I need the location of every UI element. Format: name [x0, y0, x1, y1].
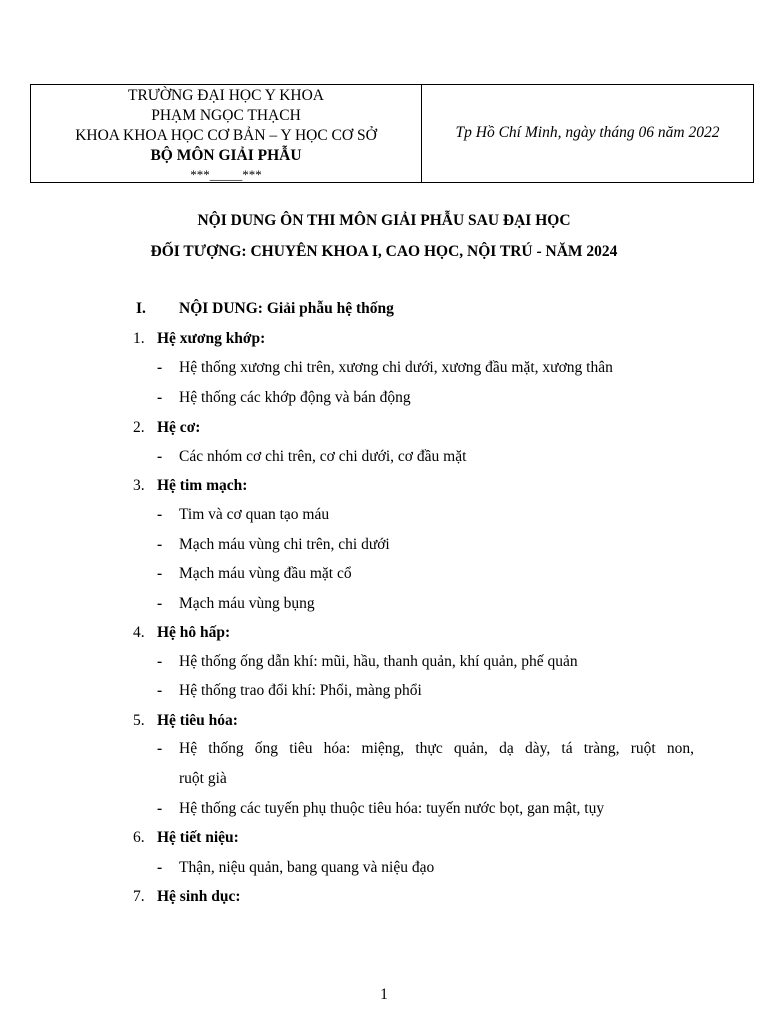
faculty-name: KHOA KHOA HỌC CƠ BẢN – Y HỌC CƠ SỞ [75, 127, 377, 144]
bullet-dash: - [157, 506, 163, 523]
bullet-dash: - [157, 653, 163, 670]
list-item-continuation: ruột già [179, 770, 227, 787]
system-number: 7. [133, 888, 145, 905]
institution-block [31, 85, 422, 182]
system-number: 1. [133, 330, 145, 347]
bullet-dash: - [157, 536, 163, 553]
bullet-dash: - [157, 448, 163, 465]
list-item: Hệ thống các tuyến phụ thuộc tiêu hóa: tuyến nước bọt, gan mật, tụy [179, 800, 605, 817]
system-number: 6. [133, 829, 145, 846]
list-item: Hệ thống trao đổi khí: Phổi, màng phổi [179, 682, 422, 699]
bullet-dash: - [157, 682, 163, 699]
department-name: BỘ MÔN GIẢI PHẪU [150, 147, 302, 164]
bullet-dash: - [157, 740, 163, 757]
system-heading: Hệ sinh dục: [157, 888, 241, 905]
bullet-dash: - [157, 565, 163, 582]
list-item: Tim và cơ quan tạo máu [179, 506, 330, 523]
section-title: NỘI DUNG: Giải phẫu hệ thống [179, 300, 394, 317]
school-name-line2: PHẠM NGỌC THẠCH [151, 107, 301, 124]
list-item: Hệ thống các khớp động và bán động [179, 389, 411, 406]
system-number: 2. [133, 419, 145, 436]
date-line: Tp Hồ Chí Minh, ngày tháng 06 năm 2022 [455, 123, 720, 141]
bullet-dash: - [157, 359, 163, 376]
list-item: Mạch máu vùng đầu mặt cổ [179, 565, 352, 582]
system-number: 5. [133, 712, 145, 729]
header-table [30, 84, 754, 183]
system-heading: Hệ tiết niệu: [157, 829, 239, 846]
bullet-dash: - [157, 800, 163, 817]
list-item: Hệ thống ống dẫn khí: mũi, hầu, thanh quản, khí quản, phế quản [179, 653, 578, 670]
school-name-line1: TRƯỜNG ĐẠI HỌC Y KHOA [127, 87, 324, 104]
bullet-dash: - [157, 389, 163, 406]
bullet-dash: - [157, 595, 163, 612]
bullet-dash: - [157, 859, 163, 876]
system-heading: Hệ cơ: [157, 419, 201, 436]
list-item: Mạch máu vùng bụng [179, 595, 315, 612]
system-number: 3. [133, 477, 145, 494]
document-title: NỘI DUNG ÔN THI MÔN GIẢI PHẪU SAU ĐẠI HỌC [197, 212, 571, 229]
header-separator: ***_____*** [190, 167, 262, 182]
system-number: 4. [133, 624, 145, 641]
list-item: Các nhóm cơ chi trên, cơ chi dưới, cơ đầu mặt [179, 448, 467, 465]
list-item: Thận, niệu quản, bang quang và niệu đạo [179, 859, 435, 876]
document-subtitle: ĐỐI TƯỢNG: CHUYÊN KHOA I, CAO HỌC, NỘI TRÚ - NĂM 2024 [150, 243, 618, 260]
list-item: Mạch máu vùng chi trên, chi dưới [179, 536, 390, 553]
list-item: Hệ thống xương chi trên, xương chi dưới, xương đầu mặt, xương thân [179, 359, 613, 376]
page-number: 1 [380, 986, 388, 1003]
section-numeral: I. [136, 300, 146, 317]
system-heading: Hệ hô hấp: [157, 624, 231, 641]
list-item: Hệ thống ống tiêu hóa: miệng, thực quản, dạ dày, tá tràng, ruột non, [179, 740, 694, 757]
system-heading: Hệ tim mạch: [157, 477, 248, 494]
system-heading: Hệ tiêu hóa: [157, 712, 238, 729]
system-heading: Hệ xương khớp: [157, 330, 266, 347]
